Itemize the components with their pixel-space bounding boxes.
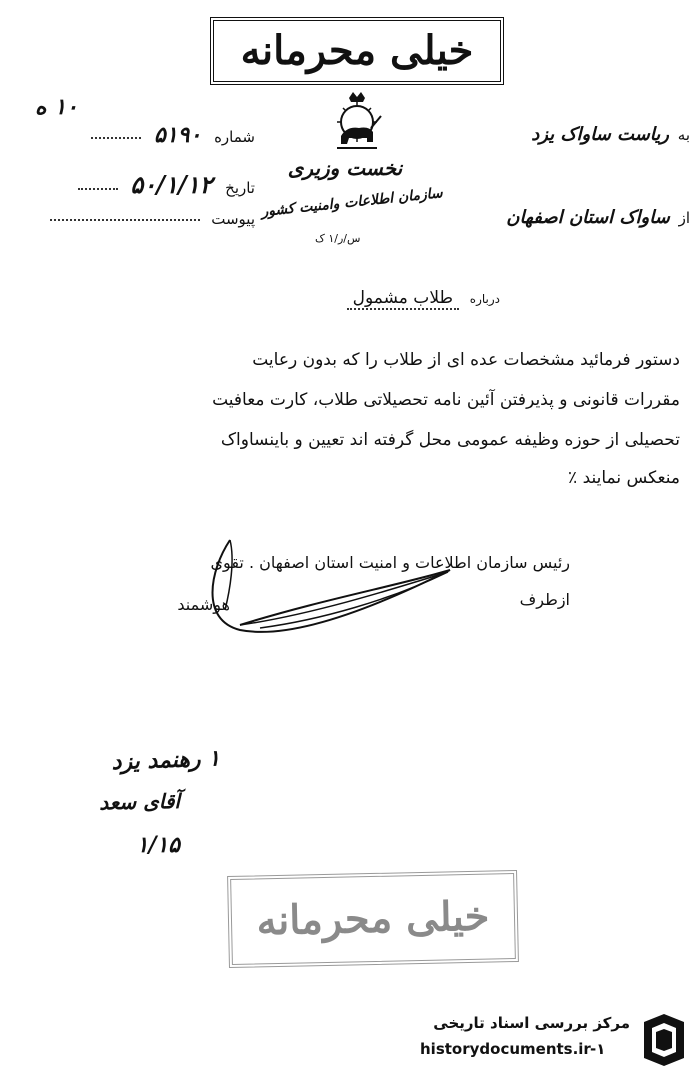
signatory-title: رئیس سازمان اطلاعات و امنیت استان اصفهان . تقوی <box>210 553 570 572</box>
handwritten-note-2: آقای سعد <box>99 789 181 815</box>
handwritten-reference-number: ۱۰ ه <box>35 94 78 120</box>
page-number: -۱ <box>590 1040 606 1058</box>
lion-and-sun-emblem-icon <box>327 92 387 156</box>
subject-label: درباره <box>469 292 500 306</box>
date-field <box>40 170 255 199</box>
archive-footer <box>420 1010 695 1070</box>
recipient-field <box>460 124 690 145</box>
on-behalf-label: ازطرف <box>519 590 570 609</box>
recipient-value: ریاست ساواک یزد <box>531 124 669 145</box>
archive-center-name: مرکز بررسی اسناد تاریخی <box>433 1014 630 1032</box>
sender-prefix: از <box>678 209 690 227</box>
number-label: شماره <box>214 128 255 146</box>
date-dotted-line <box>78 188 118 190</box>
attachment-label: پیوست <box>211 210 255 228</box>
sender-field <box>440 207 690 228</box>
sender-value: ساواک استان اصفهان <box>506 207 670 228</box>
attachment-field <box>40 210 255 228</box>
bottom-classification-stamp: خیلی محرمانه <box>227 870 519 968</box>
date-value: ۵۰/۱/۱۲ <box>130 170 213 199</box>
body-line-3: تحصیلی از حوزه وظیفه عمومی محل گرفته اند تعیین و باینساواک <box>220 430 680 450</box>
subject-field <box>200 288 500 308</box>
number-field <box>40 122 255 148</box>
organization-title: نخست وزیری <box>287 156 403 180</box>
body-line-1: دستور فرمائید مشخصات عده ای از طلاب را که بدون رعایت <box>252 350 680 370</box>
handwritten-signature-icon <box>200 530 460 640</box>
subject-value: طلاب مشمول <box>347 288 459 310</box>
signatory-name: هوشمند <box>177 595 230 614</box>
archive-logo-icon <box>638 1012 690 1068</box>
body-line-2: مقررات قانونی و پذیرفتن آئین نامه تحصیلاتی طلاب، کارت معافیت <box>212 390 680 410</box>
recipient-prefix: به <box>677 126 690 144</box>
number-value: ۵۱۹۰ <box>154 122 202 148</box>
attachment-dotted-line <box>50 219 200 221</box>
handwritten-note-1: ۱ رهنمد یزد <box>111 745 221 776</box>
top-classification-stamp: خیلی محرمانه <box>210 17 504 85</box>
handwritten-note-3: ۱/۱۵ <box>136 832 180 858</box>
organization-code: س/ر/۱ ک <box>315 232 361 245</box>
number-dotted-line <box>91 137 141 139</box>
date-label: تاریخ <box>225 179 255 197</box>
body-line-4: منعکس نمایند ٪ <box>568 468 680 488</box>
emblem-block <box>260 92 444 252</box>
organization-subtitle: سازمان اطلاعات وامنیت کشور <box>260 185 444 221</box>
archive-website: historydocuments.ir <box>420 1040 591 1058</box>
